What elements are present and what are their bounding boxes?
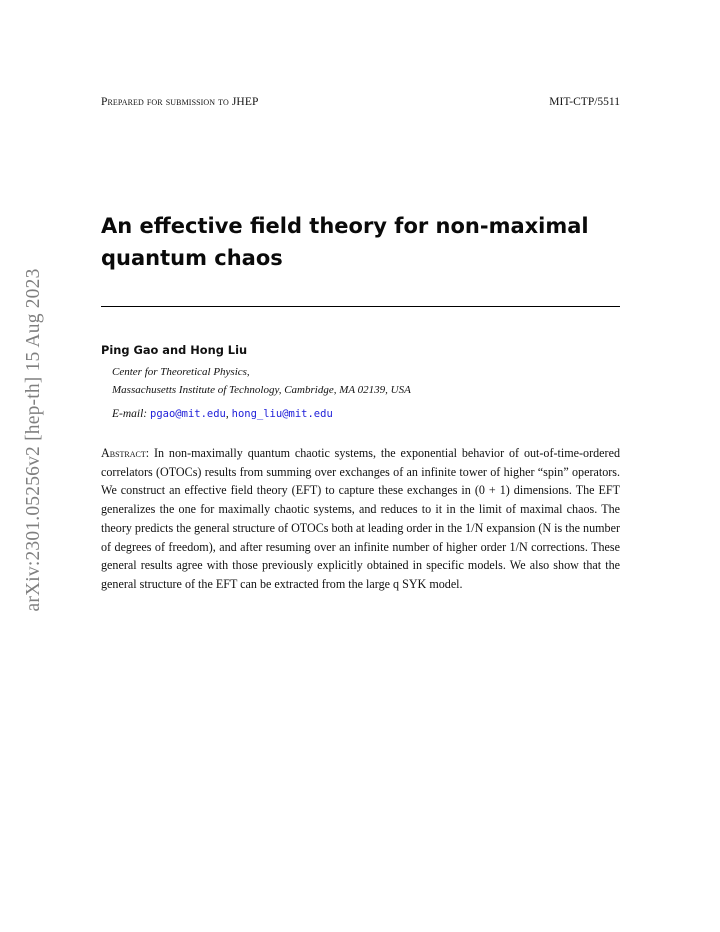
abstract-text: In non-maximally quantum chaotic systems, the exponential behavior of out-of-time-ordered correlators (OTOCs) results from summing over exchanges of an infinite tower of higher “spin” operators. We construct an effective field theory (EFT) to capture these exchanges in (0 + 1) dimensions. The EFT generalizes the one for maximally chaotic systems, and reduces to it in the limit of maximal chaos. The theory predicts the general structure of OTOCs both at leading order in the 1/N expansion (N is the number of degrees of freedom), and after resuming over an infinite number of higher order 1/N corrections. These general results agree with those previously explicitly obtained in specific models. We also show that the general structure of the EFT can be extracted from the large q SYK model.: [101, 446, 620, 591]
title-divider: [101, 306, 620, 307]
email-link-pgao[interactable]: pgao@mit.edu: [150, 408, 226, 420]
affiliation-department: Center for Theoretical Physics,: [112, 366, 250, 378]
author-names: Ping Gao and Hong Liu: [101, 343, 248, 357]
arxiv-identifier-stamp: arXiv:2301.05256v2 [hep-th] 15 Aug 2023: [23, 268, 44, 612]
email-link-hong-liu[interactable]: hong_liu@mit.edu: [231, 408, 333, 420]
email-separator: ,: [225, 408, 232, 420]
report-number: MIT-CTP/5511: [549, 96, 620, 108]
email-line: [112, 408, 333, 420]
journal-submission-note: Prepared for submission to JHEP: [101, 96, 259, 108]
abstract: [101, 444, 620, 594]
paper-title: An effective field theory for non-maximal quantum chaos: [101, 214, 589, 270]
abstract-label: Abstract:: [101, 446, 150, 460]
email-label: E-mail:: [112, 408, 148, 420]
affiliation-institution: Massachusetts Institute of Technology, Cambridge, MA 02139, USA: [112, 384, 411, 396]
running-header: [101, 96, 620, 108]
